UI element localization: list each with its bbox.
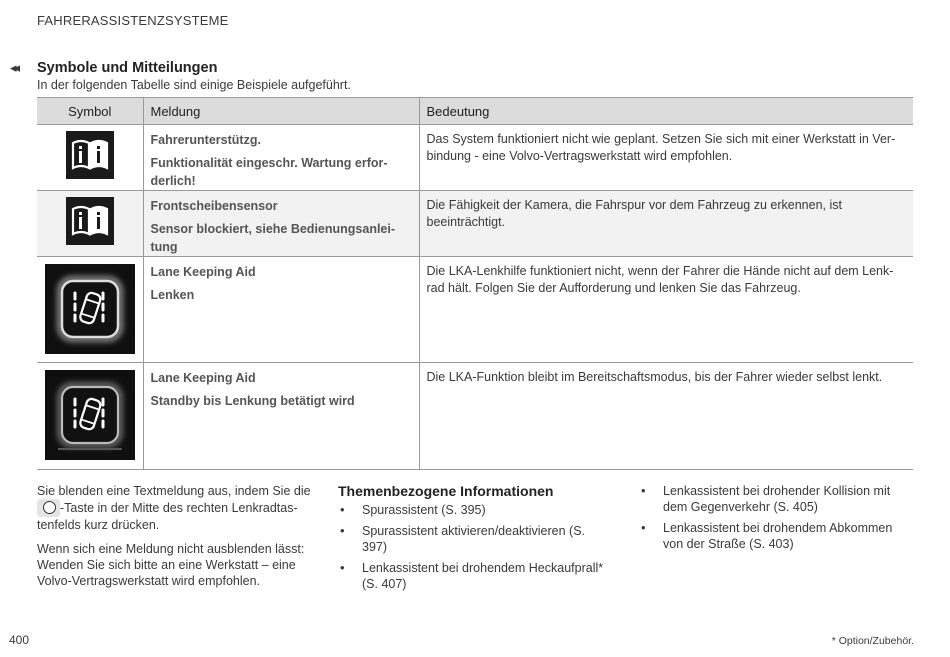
- meaning-text: Die LKA-Lenkhilfe funktioniert nicht, wenn der Fahrer die Hände nicht auf dem Lenkrad hält. Folgen Sie der Aufforderung und lenken Sie das Fahrzeug.: [426, 264, 894, 295]
- column-header-message: Meldung: [143, 98, 419, 125]
- symbol-cell: [37, 191, 143, 257]
- related-link[interactable]: • Spurassistent aktivieren/deaktivieren (S. 397): [338, 523, 613, 555]
- dismiss-instructions: [37, 483, 317, 597]
- section-header: FAHRERASSISTENZSYSTEME: [37, 13, 229, 28]
- page-number: 400: [9, 633, 30, 647]
- message-line-2: Lenken: [150, 288, 195, 302]
- lane-keeping-aid-icon: [45, 264, 135, 354]
- steering-wheel-ok-button-icon: [37, 499, 60, 517]
- table-header-row: [37, 98, 913, 125]
- intro-text: In der folgenden Tabelle sind einige Beispiele aufgeführt.: [37, 78, 351, 92]
- book-info-icon: [66, 197, 114, 245]
- symbol-cell: [37, 257, 143, 363]
- message-line-1: Fahrerunterstützg.: [150, 133, 261, 147]
- dismiss-text-before: Sie blenden eine Textmeldung aus, indem Sie die: [37, 484, 311, 498]
- related-info: [338, 483, 613, 597]
- page-title: Symbole und Mitteilungen: [37, 60, 218, 76]
- dismiss-paragraph: [37, 483, 317, 533]
- table-row: [37, 125, 913, 191]
- dismiss-text-after: -Taste in der Mitte des rechten Lenkradtastenfelds kurz drücken.: [37, 501, 298, 532]
- table-row: [37, 191, 913, 257]
- symbols-table: [37, 97, 913, 470]
- message-line-2: Standby bis Lenkung betätigt wird: [150, 394, 355, 408]
- meaning-text: Die Fähigkeit der Kamera, die Fahrspur vor dem Fahrzeug zu erkennen, ist beeinträchtigt.: [426, 198, 842, 229]
- table-row: [37, 363, 913, 470]
- lane-keeping-aid-standby-icon: [45, 370, 135, 460]
- message-line-2: Funktionalität eingeschr. Wartung erforderlich!: [150, 156, 388, 188]
- related-info-continued: [639, 483, 909, 557]
- message-cell: [143, 257, 419, 363]
- message-cell: [143, 125, 419, 191]
- symbol-cell: [37, 363, 143, 470]
- back-arrow-icon[interactable]: ◂◂: [10, 60, 18, 75]
- related-link[interactable]: • Lenkassistent bei drohender Kollision mit dem Gegenverkehr (S. 405): [639, 483, 909, 515]
- table-row: [37, 257, 913, 363]
- meaning-cell: [419, 125, 913, 191]
- meaning-cell: [419, 257, 913, 363]
- footnote: * Option/Zubehör.: [831, 635, 914, 647]
- meaning-text: Das System funktioniert nicht wie geplant. Setzen Sie sich mit einer Werkstatt in Verbindung - eine Volvo-Vertragswerkstatt wird empfohlen.: [426, 132, 896, 163]
- related-info-title: Themenbezogene Informationen: [338, 483, 554, 499]
- message-line-1: Lane Keeping Aid: [150, 265, 256, 279]
- related-link[interactable]: • Lenkassistent bei drohendem Heckaufprall* (S. 407): [338, 560, 613, 592]
- message-line-1: Lane Keeping Aid: [150, 371, 256, 385]
- column-header-meaning: Bedeutung: [419, 98, 913, 125]
- related-link[interactable]: • Spurassistent (S. 395): [338, 502, 613, 518]
- meaning-text: Die LKA-Funktion bleibt im Bereitschaftsmodus, bis der Fahrer wieder selbst lenkt.: [426, 370, 883, 384]
- message-line-2: Sensor blockiert, siehe Bedienungsanleitung: [150, 222, 396, 254]
- symbol-cell: [37, 125, 143, 191]
- meaning-cell: [419, 363, 913, 470]
- column-header-symbol: Symbol: [37, 98, 143, 125]
- book-info-icon: [66, 131, 114, 179]
- meaning-cell: [419, 191, 913, 257]
- message-cell: [143, 191, 419, 257]
- message-line-1: Frontscheibensensor: [150, 199, 278, 213]
- message-cell: [143, 363, 419, 470]
- related-link[interactable]: • Lenkassistent bei drohendem Abkommen von der Straße (S. 403): [639, 520, 909, 552]
- workshop-paragraph: Wenn sich eine Meldung nicht ausblenden lässt: Wenden Sie sich bitte an eine Werkstatt – eine Volvo-Vertragswerkstatt wird empfohlen.: [37, 542, 305, 588]
